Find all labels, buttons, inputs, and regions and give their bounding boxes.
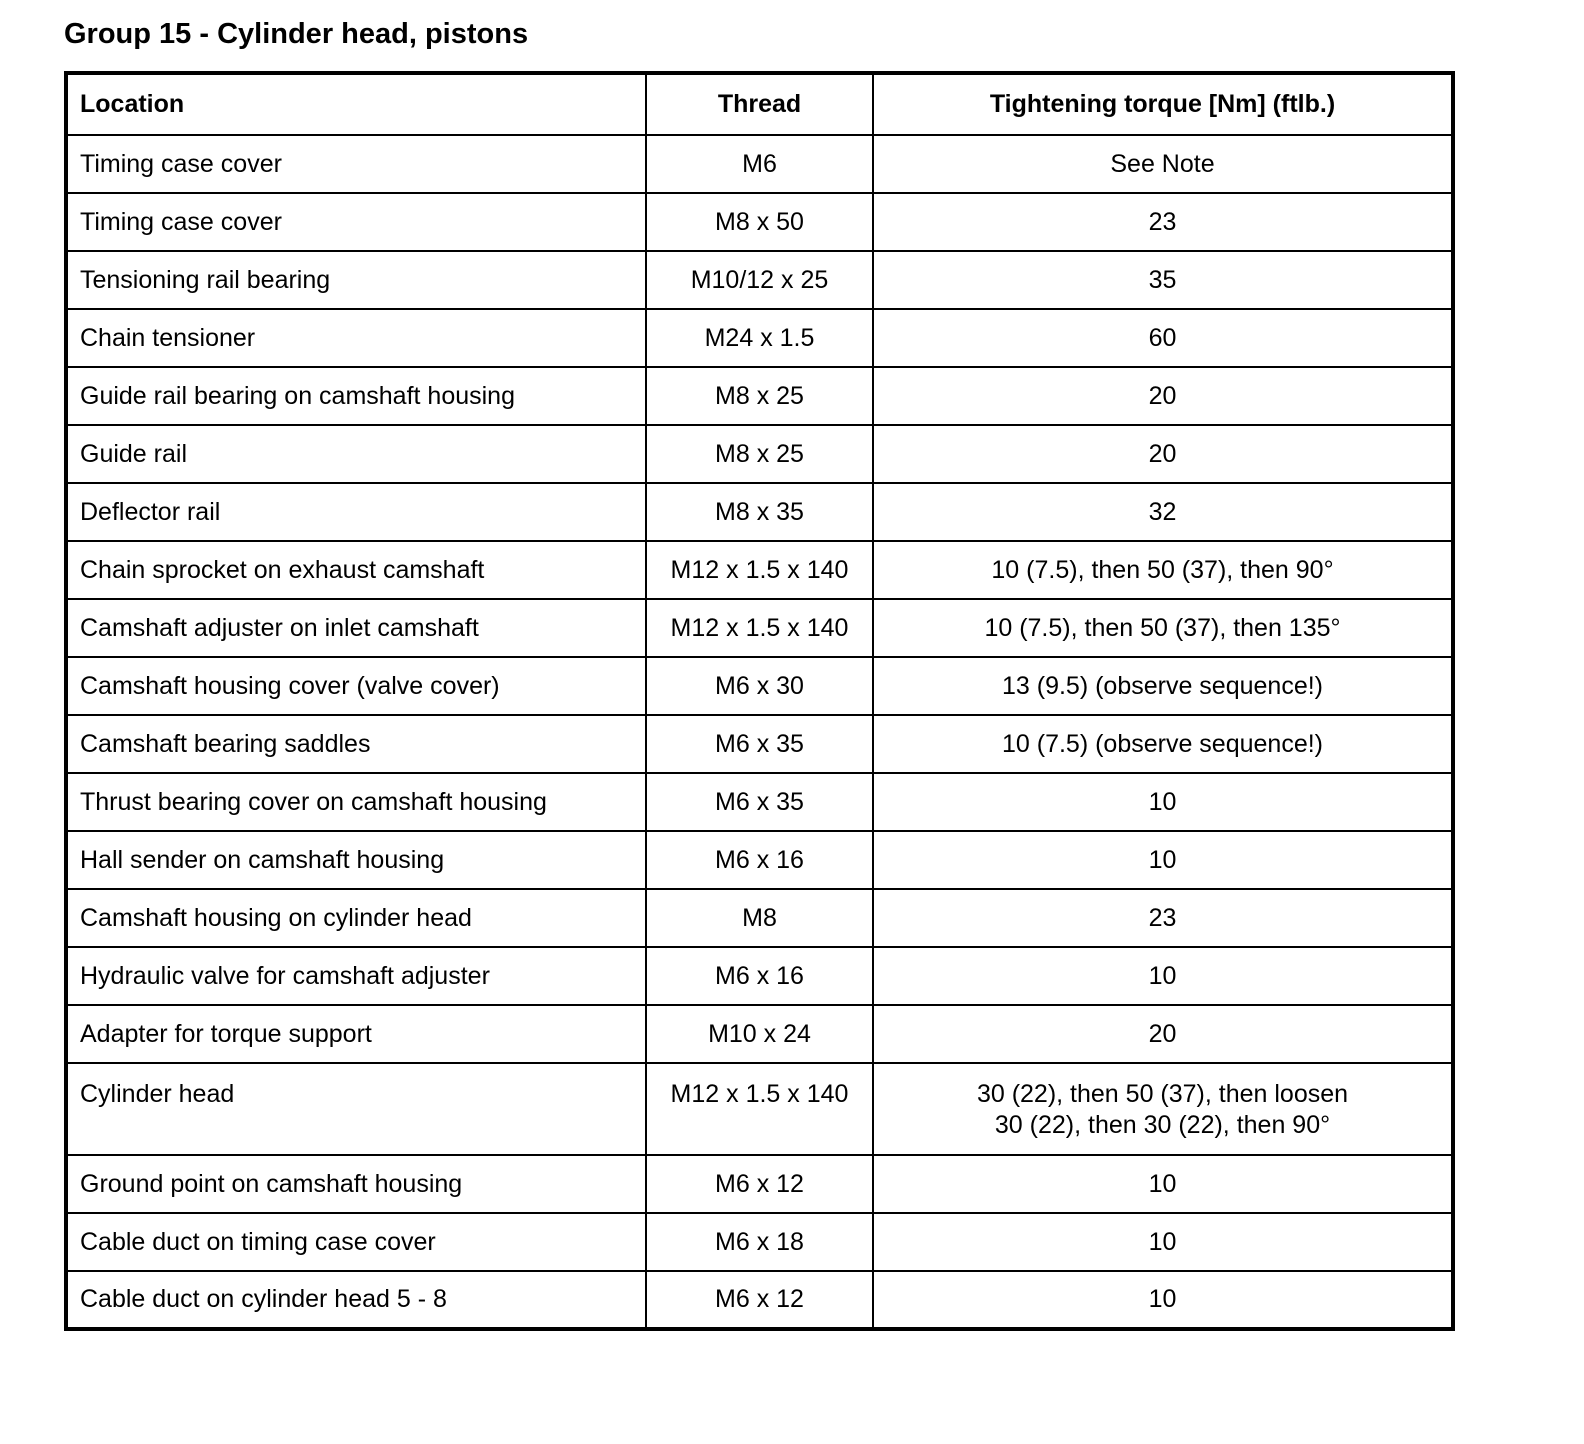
cell-location: Cable duct on cylinder head 5 - 8 <box>66 1271 646 1329</box>
table-row <box>66 367 1453 425</box>
cell-thread: M6 x 16 <box>646 947 873 1005</box>
cell-location: Chain sprocket on exhaust camshaft <box>66 541 646 599</box>
cell-thread: M8 x 25 <box>646 367 873 425</box>
cell-location: Cable duct on timing case cover <box>66 1213 646 1271</box>
table-row <box>66 309 1453 367</box>
cell-torque: 20 <box>873 367 1453 425</box>
cell-thread: M10 x 24 <box>646 1005 873 1063</box>
cell-location: Camshaft housing cover (valve cover) <box>66 657 646 715</box>
cell-location: Guide rail <box>66 425 646 483</box>
cell-location: Deflector rail <box>66 483 646 541</box>
cell-torque: 10 <box>873 1271 1453 1329</box>
cell-thread: M8 x 25 <box>646 425 873 483</box>
cell-location: Thrust bearing cover on camshaft housing <box>66 773 646 831</box>
table-row <box>66 715 1453 773</box>
cell-torque: 20 <box>873 1005 1453 1063</box>
cell-location: Timing case cover <box>66 193 646 251</box>
cell-location: Hall sender on camshaft housing <box>66 831 646 889</box>
cell-location: Timing case cover <box>66 135 646 193</box>
cell-torque: 32 <box>873 483 1453 541</box>
cell-location: Cylinder head <box>66 1063 646 1155</box>
header-thread: Thread <box>646 73 873 135</box>
cell-torque: 10 <box>873 947 1453 1005</box>
cell-torque: 10 <box>873 1155 1453 1213</box>
cell-location: Adapter for torque support <box>66 1005 646 1063</box>
table-row <box>66 831 1453 889</box>
cell-location: Ground point on camshaft housing <box>66 1155 646 1213</box>
torque-table <box>64 71 1455 1331</box>
cell-thread: M6 x 35 <box>646 773 873 831</box>
cell-torque: 10 (7.5), then 50 (37), then 90° <box>873 541 1453 599</box>
cell-thread: M6 x 12 <box>646 1271 873 1329</box>
cell-location: Chain tensioner <box>66 309 646 367</box>
cell-location: Camshaft adjuster on inlet camshaft <box>66 599 646 657</box>
page-title: Group 15 - Cylinder head, pistons <box>64 18 529 50</box>
cell-thread: M10/12 x 25 <box>646 251 873 309</box>
cell-thread: M6 x 35 <box>646 715 873 773</box>
cell-thread: M6 <box>646 135 873 193</box>
table-row <box>66 483 1453 541</box>
cell-thread: M6 x 12 <box>646 1155 873 1213</box>
table-row <box>66 1155 1453 1213</box>
table-row <box>66 1005 1453 1063</box>
cell-thread: M6 x 18 <box>646 1213 873 1271</box>
table-row <box>66 425 1453 483</box>
torque-line: 30 (22), then 30 (22), then 90° <box>994 1111 1331 1139</box>
cell-torque: 23 <box>873 193 1453 251</box>
cell-thread: M12 x 1.5 x 140 <box>646 599 873 657</box>
torque-line: 30 (22), then 50 (37), then loosen <box>976 1080 1349 1108</box>
table-row <box>66 251 1453 309</box>
header-torque: Tightening torque [Nm] (ftlb.) <box>873 73 1453 135</box>
header-location: Location <box>66 73 646 135</box>
table-row <box>66 657 1453 715</box>
cell-location: Tensioning rail bearing <box>66 251 646 309</box>
table-row <box>66 773 1453 831</box>
cell-thread: M6 x 30 <box>646 657 873 715</box>
table-row <box>66 1213 1453 1271</box>
cell-torque: 13 (9.5) (observe sequence!) <box>873 657 1453 715</box>
cell-thread: M12 x 1.5 x 140 <box>646 541 873 599</box>
cell-thread: M12 x 1.5 x 140 <box>646 1063 873 1155</box>
cell-torque: 10 <box>873 1213 1453 1271</box>
table-header-row <box>66 73 1453 135</box>
cell-torque: See Note <box>873 135 1453 193</box>
cell-torque: 10 <box>873 831 1453 889</box>
table-row <box>66 541 1453 599</box>
table-row <box>66 193 1453 251</box>
cell-location: Guide rail bearing on camshaft housing <box>66 367 646 425</box>
cell-torque: 10 (7.5), then 50 (37), then 135° <box>873 599 1453 657</box>
cell-torque: 23 <box>873 889 1453 947</box>
table-row <box>66 1063 1453 1155</box>
table-row <box>66 947 1453 1005</box>
cell-torque: 60 <box>873 309 1453 367</box>
cell-location: Camshaft bearing saddles <box>66 715 646 773</box>
cell-location: Camshaft housing on cylinder head <box>66 889 646 947</box>
cell-thread: M24 x 1.5 <box>646 309 873 367</box>
cell-thread: M8 x 35 <box>646 483 873 541</box>
cell-thread: M8 x 50 <box>646 193 873 251</box>
table-row <box>66 889 1453 947</box>
cell-torque: 35 <box>873 251 1453 309</box>
cell-torque <box>873 1063 1453 1155</box>
cell-torque: 10 <box>873 773 1453 831</box>
table-row <box>66 1271 1453 1329</box>
cell-thread: M6 x 16 <box>646 831 873 889</box>
cell-thread: M8 <box>646 889 873 947</box>
table-row <box>66 599 1453 657</box>
table-row <box>66 135 1453 193</box>
cell-torque: 10 (7.5) (observe sequence!) <box>873 715 1453 773</box>
cell-location: Hydraulic valve for camshaft adjuster <box>66 947 646 1005</box>
cell-torque: 20 <box>873 425 1453 483</box>
